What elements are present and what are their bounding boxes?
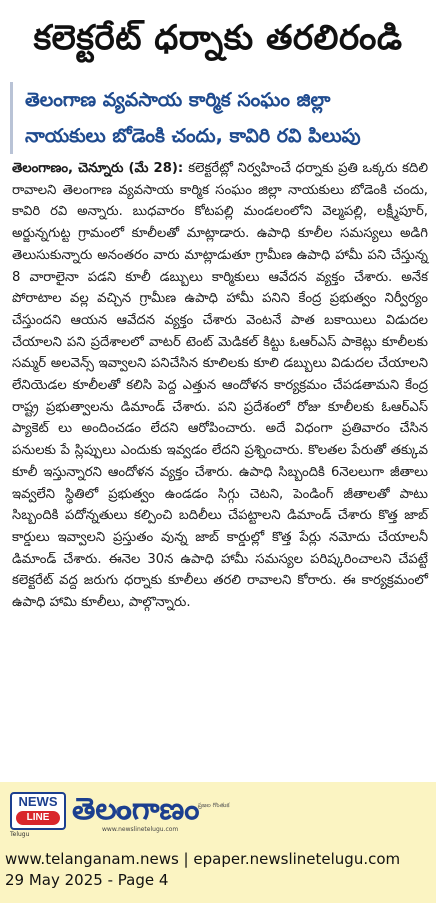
brand-name: తెలంగాణం (72, 792, 200, 827)
subheadline-block (10, 82, 428, 154)
telanganam-brand (72, 792, 230, 833)
logo-line-text: LINE (16, 811, 60, 825)
footer-sites: www.telanganam.news | epaper.newslinetelugu.com (5, 850, 401, 868)
emblem-icon (116, 806, 128, 818)
footer-edition: 29 May 2025 - Page 4 (5, 871, 169, 889)
subheadline-line-2: నాయకులు బోడెంకి చందు, కావిరి రవి పిలుపు (25, 125, 361, 147)
logo-telugu-text: Telugu (10, 831, 30, 838)
footer-banner (0, 782, 436, 903)
article-text: కలెక్టరేట్లో నిర్వహించే ధర్నాకు ప్రతి ఒక్కరు కదిలి రావాలని తెలంగాణ వ్యవసాయ కార్మిక సంఘం జిల్లా నాయకులు బోడెంకి చందు, కావిరి రవి అన్నారు. బుధవారం కోటపల్లి మండలంలోని వెల్మపల్లి, లక్ష్మీపూర్, అర్జున్నగుట్ట గ్రామంలో కూలీలతో మాట్లాడారు. ఉపాధి కూలీల సమస్యలు అడిగి తెలుసుకున్నారు అనంతరం వారు మాట్లాడుతూ గ్రామీణ ఉపాధి హామీ పని చేస్తున్న 8 వారాలైనా పడని కూలీ డబ్బులు కార్మికులు ఆవేదన వ్యక్తం చేశారు. అనేక పోరాటాల వల్ల వచ్చిన గ్రామీణ ఉపాధి హామీ పనిని కేంద్ర ప్రభుత్వం నిర్వీర్యం చేస్తుందని ఆయన ఆవేదన వ్యక్తం చేశారు వెంటనే పాత బకాయిలు విడుదల చేయాలని పని ప్రదేశాలలో వాటర్ టెంట్ మెడికల్ కిట్టు ఓఆర్ఎస్ పాకెట్లు కూలీలకు సమ్మర్ అలవెన్స్ ఇవ్వాలని పనిచేసిన కూలిలకు కూలి డబ్బులు విడుదల చేయాలని లేనియెడల కూలీలతో కలిసి పెద్ద ఎత్తున ఆందోళన కార్యక్రమం చేపడతామని కేంద్ర రాష్ట్ర ప్రభుత్వాలను డిమాండ్ చేశారు. పని ప్రదేశంలో రోజు కూలీలకు ఓఆర్ఎస్ ప్యాకెట్ లు అందించడం లేదని ఆరోపించారు. అదే విధంగా ప్రతివారం చేసిన పనులకు పే స్లిప్పులు ఎందుకు ఇవ్వడం లేదని ప్రశ్నించారు. కొలతల పేరుతో తక్కువ కూలీ ఇస్తున్నారని ఆందోళన వ్యక్తం చేశారు. ఉపాధి సిబ్బందికి 6నెలలుగా జీతాలు ఇవ్వలేని స్థితిలో ప్రభుత్వం ఉండడం సిగ్గు చెటని, పెండింగ్ జీతాలతో పాటు సిబ్బందికి పదోన్నతులు కల్పించి బదిలీలు చేపట్టాలని డిమాండ్ చేశారు కొత్త జాబ్ కార్డులు ఇవ్వాలని ప్రస్తుతం వున్న జాబ్ కార్డుల్లో కొత్త పేర్లు నమోదు చేయాలనీ డిమాండ్ చేశారు. ఈనెల 30న ఉపాధి హామీ సమస్యల పరిష్కరించాలని చేపట్టే కలెక్టరేట్ వద్ద జరుగు ధర్నాకు కూలీలు తరలి రావాలని కోరారు. ఈ కార్యక్రమంలో ఉపాధి హామి కూలీలు, పాల్గొన్నారు. (12, 161, 428, 611)
newsline-logo-box (10, 792, 66, 830)
headline: కలెక్టరేట్ ధర్నాకు తరలిరండి (33, 18, 403, 58)
brand-tagline: ప్రజల గొంతుక (197, 802, 230, 809)
brand-url: www.newslinetelugu.com (102, 826, 179, 833)
logo-news-text: NEWS (18, 794, 58, 809)
article-dateline: తెలంగాణం, చెన్నూరు (మే 28): (12, 161, 189, 176)
subheadline-line-1: తెలంగాణ వ్యవసాయ కార్మిక సంఘం జిల్లా (25, 89, 331, 111)
logo-row (10, 792, 230, 838)
article-body (12, 158, 428, 614)
newsline-logo (10, 792, 66, 838)
